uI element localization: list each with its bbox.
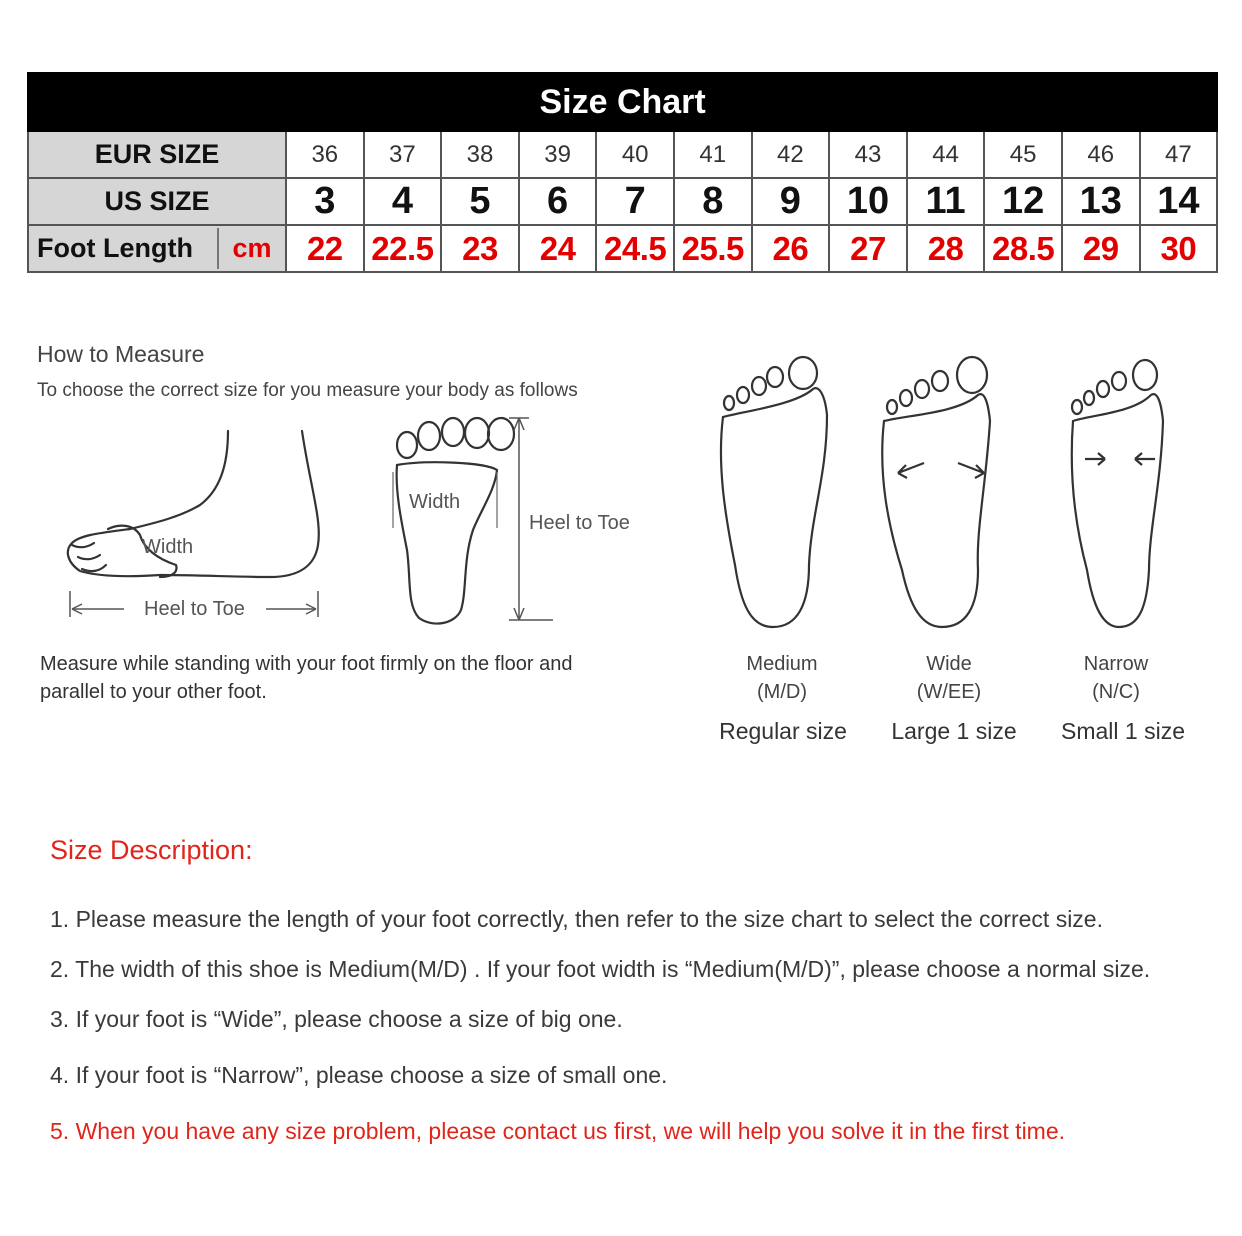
us-size-cell: 4: [364, 178, 442, 225]
us-size-cell: 5: [441, 178, 519, 225]
foot-type-medium-name: Medium: [746, 653, 818, 675]
foot-type-wide-size: Large 1 size: [891, 718, 1017, 744]
foot-type-medium-size: Regular size: [719, 718, 847, 744]
medium-foot-icon: [715, 355, 840, 635]
side-heel-to-toe-label: Heel to Toe: [144, 598, 245, 620]
foot-length-cell: 28.5: [984, 225, 1062, 272]
foot-type-wide-code: (W/EE): [916, 681, 982, 703]
foot-type-narrow-size: Small 1 size: [1061, 718, 1185, 744]
us-size-cell: 8: [674, 178, 752, 225]
foot-length-cell: 30: [1140, 225, 1218, 272]
eur-size-cell: 46: [1062, 131, 1140, 178]
us-size-cell: 3: [286, 178, 364, 225]
wide-foot-icon: [878, 355, 1003, 635]
eur-size-cell: 43: [829, 131, 907, 178]
us-size-label: US SIZE: [28, 178, 286, 225]
us-size-cell: 13: [1062, 178, 1140, 225]
eur-size-cell: 42: [752, 131, 830, 178]
eur-size-row: [28, 131, 1217, 178]
eur-size-cell: 45: [984, 131, 1062, 178]
description-item-4: 4. If your foot is “Narrow”, please choose a size of small one.: [50, 1062, 668, 1088]
us-size-cell: 12: [984, 178, 1062, 225]
us-size-cell: 9: [752, 178, 830, 225]
foot-length-cell: 25.5: [674, 225, 752, 272]
us-size-row: [28, 178, 1217, 225]
eur-size-label: EUR SIZE: [28, 131, 286, 178]
how-to-measure-title: How to Measure: [37, 341, 205, 367]
side-width-label: Width: [142, 536, 194, 558]
foot-length-cell: 28: [907, 225, 985, 272]
eur-size-cell: 39: [519, 131, 597, 178]
size-description-title: Size Description:: [50, 835, 253, 865]
foot-type-wide-name: Wide: [926, 653, 972, 675]
eur-size-cell: 40: [596, 131, 674, 178]
foot-length-cell: 26: [752, 225, 830, 272]
sole-heel-to-toe-label: Heel to Toe: [529, 512, 630, 534]
foot-type-narrow-name: Narrow: [1083, 653, 1149, 675]
foot-length-cell: 22: [286, 225, 364, 272]
side-foot-icon: [60, 425, 330, 625]
narrow-foot-icon: [1065, 355, 1175, 635]
foot-length-cell: 24: [519, 225, 597, 272]
description-item-3: 3. If your foot is “Wide”, please choose a size of big one.: [50, 1006, 623, 1032]
eur-size-cell: 47: [1140, 131, 1218, 178]
description-item-1: 1. Please measure the length of your foot correctly, then refer to the size chart to select the correct size.: [50, 906, 1103, 932]
foot-length-unit: cm: [232, 233, 272, 263]
foot-type-narrow-code: (N/C): [1092, 681, 1140, 703]
foot-length-cell: 24.5: [596, 225, 674, 272]
eur-size-cell: 37: [364, 131, 442, 178]
eur-size-cell: 41: [674, 131, 752, 178]
foot-length-cell: 22.5: [364, 225, 442, 272]
sole-width-label: Width: [409, 491, 461, 513]
us-size-cell: 6: [519, 178, 597, 225]
eur-size-cell: 38: [441, 131, 519, 178]
eur-size-cell: 44: [907, 131, 985, 178]
foot-length-row: [28, 225, 1217, 272]
description-item-5: 5. When you have any size problem, please contact us first, we will help you solve it in the first time.: [50, 1118, 1066, 1144]
us-size-cell: 10: [829, 178, 907, 225]
us-size-cell: 11: [907, 178, 985, 225]
size-chart-title: Size Chart: [28, 73, 1217, 131]
how-to-measure-subtitle: To choose the correct size for you measure your body as follows: [37, 380, 578, 401]
measure-instruction: Measure while standing with your foot firmly on the floor and parallel to your other foot.: [40, 653, 573, 703]
us-size-cell: 7: [596, 178, 674, 225]
description-item-2: 2. The width of this shoe is Medium(M/D) . If your foot width is “Medium(M/D)”, please choose a normal size.: [50, 956, 1151, 982]
size-chart-table: [27, 72, 1218, 273]
foot-length-cell: 29: [1062, 225, 1140, 272]
foot-length-header: [28, 225, 286, 272]
foot-length-cell: 23: [441, 225, 519, 272]
foot-type-medium-code: (M/D): [757, 681, 807, 703]
us-size-cell: 14: [1140, 178, 1218, 225]
eur-size-cell: 36: [286, 131, 364, 178]
foot-length-label: Foot Length: [29, 228, 219, 269]
foot-length-cell: 27: [829, 225, 907, 272]
